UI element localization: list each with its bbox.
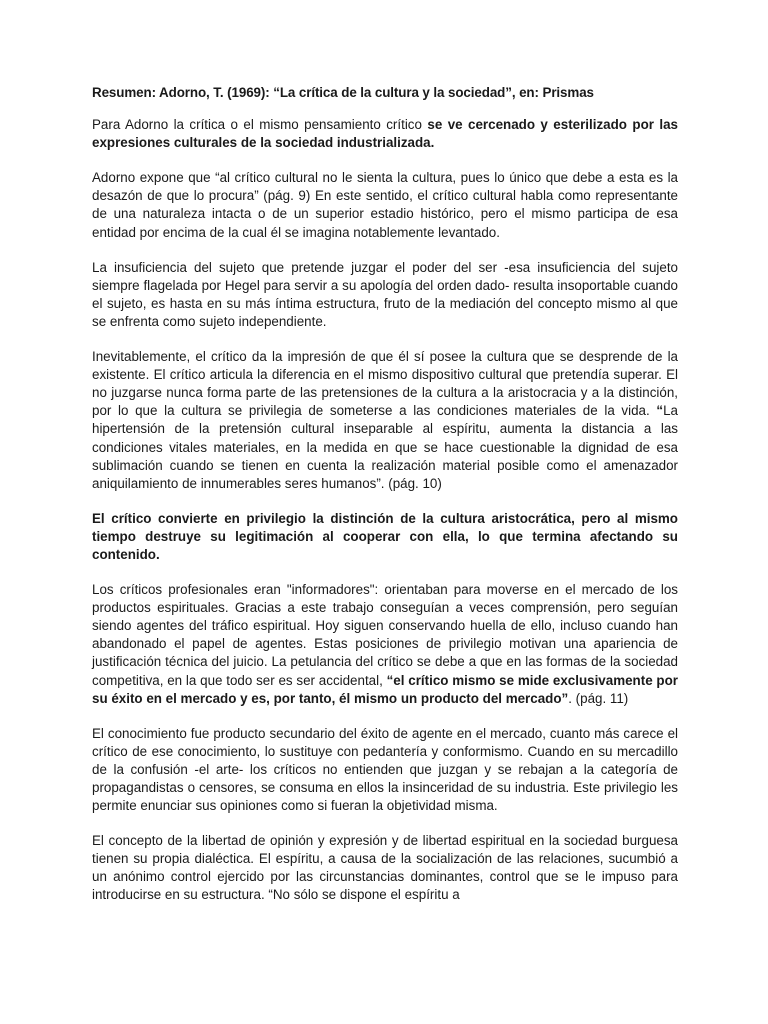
paragraph-segment-bold: se ve cercenado y esterilizado por las expresiones culturales de la sociedad industrializada. xyxy=(92,117,679,151)
paragraph-segment-bold: El crítico convierte en privilegio la distinción de la cultura aristocrática, pero al mismo tiempo destruye su legitimación al cooperar con ella, lo que termina afectando su contenido. xyxy=(92,510,678,562)
paragraph-5 xyxy=(92,510,678,564)
paragraph-segment: Para Adorno la crítica o el mismo pensamiento crítico xyxy=(92,117,428,133)
paragraph-6 xyxy=(92,581,678,708)
paragraph-segment: . (pág. 11) xyxy=(568,690,629,706)
paragraph-2 xyxy=(92,169,678,241)
paragraph-segment: El conocimiento fue producto secundario del éxito de agente en el mercado, cuanto más carece el crítico de ese conocimiento, lo sustituye con pedantería y conformismo. Cuando en su mercadillo de la confusión -el arte- los críticos no entienden que juzgan y se rebajan a la categoría de propagandistas o censores, se consuma en ellos la insinceridad de su industria. Este privilegio les permite enunciar sus opiniones como si fueran la objetividad misma. xyxy=(92,725,678,814)
paragraph-segment: El concepto de la libertad de opinión y expresión y de libertad espiritual en la sociedad burguesa tienen su propia dialéctica. El espíritu, a causa de la socialización de las relaciones, sucumbió a un anónimo control ejercido por las circunstancias dominantes, control que se le impuso para introducirse en su estructura. “No sólo se dispone el espíritu a xyxy=(92,833,678,903)
paragraph-segment: Los críticos profesionales eran "informadores": orientaban para moverse en el mercado de los productos espirituales. Gracias a este trabajo conseguían a veces comprensión, pero seguían siendo agentes del tráfico espiritual. Hoy siguen conservando huella de ello, incluso cuando han abandonado el papel de agentes. Estas posiciones de privilegio motivan una apariencia de justificación técnica del juicio. La petulancia del crítico se debe a que en las formas de la sociedad competitiva, en la que todo ser es ser accidental, xyxy=(92,582,678,688)
paragraph-segment: Inevitablemente, el crítico da la impresión de que él sí posee la cultura que se desprende de la existente. El crítico articula la diferencia en el mismo dispositivo cultural que pretendía superar. El no juzgarse nunca forma parte de las pretensiones de la cultura a la aristocracia y a la distinción, por lo que la cultura se privilegia de someterse a las condiciones materiales de la vida. xyxy=(92,349,678,419)
paragraph-segment: Adorno expone que “al crítico cultural no le sienta la cultura, pues lo único que debe a esta es la desazón de que lo procura” (pág. 9) En este sentido, el crítico cultural habla como representante de una naturaleza intacta o de un superior estadio histórico, pero el mismo participa de esa entidad por encima de la cual él se imagina notablemente levantado. xyxy=(92,170,678,240)
paragraph-segment: La insuficiencia del sujeto que pretende juzgar el poder del ser -esa insuficiencia del sujeto siempre flagelada por Hegel para servir a su apología del orden dado- resulta insoportable cuando el sujeto, es hasta en su más íntima estructura, fruto de la mediación del concepto mismo al que se enfrenta como sujeto independiente. xyxy=(92,259,678,329)
paragraph-1 xyxy=(92,116,678,152)
paragraph-7 xyxy=(92,725,678,815)
paragraph-segment-bold: “el crítico mismo se mide exclusivamente por su éxito en el mercado y es, por tanto, él mismo un producto del mercado” xyxy=(92,672,678,706)
paragraph-segment-bold: “ xyxy=(656,403,664,419)
paragraph-8 xyxy=(92,832,678,904)
document-title: Resumen: Adorno, T. (1969): “La crítica de la cultura y la sociedad”, en: Prismas xyxy=(92,85,594,100)
paragraph-segment: La hipertensión de la pretensión cultural inseparable al espíritu, aumenta la distancia a las condiciones vitales materiales, en la medida en que se hace cuestionable la dignidad de esa sublimación cuando se tienen en cuenta la realización material posible como el amenazador aniquilamiento de innumerables seres humanos”. (pág. 10) xyxy=(92,403,678,491)
paragraph-3 xyxy=(92,259,678,331)
paragraph-4 xyxy=(92,348,678,493)
document-page xyxy=(92,84,678,922)
